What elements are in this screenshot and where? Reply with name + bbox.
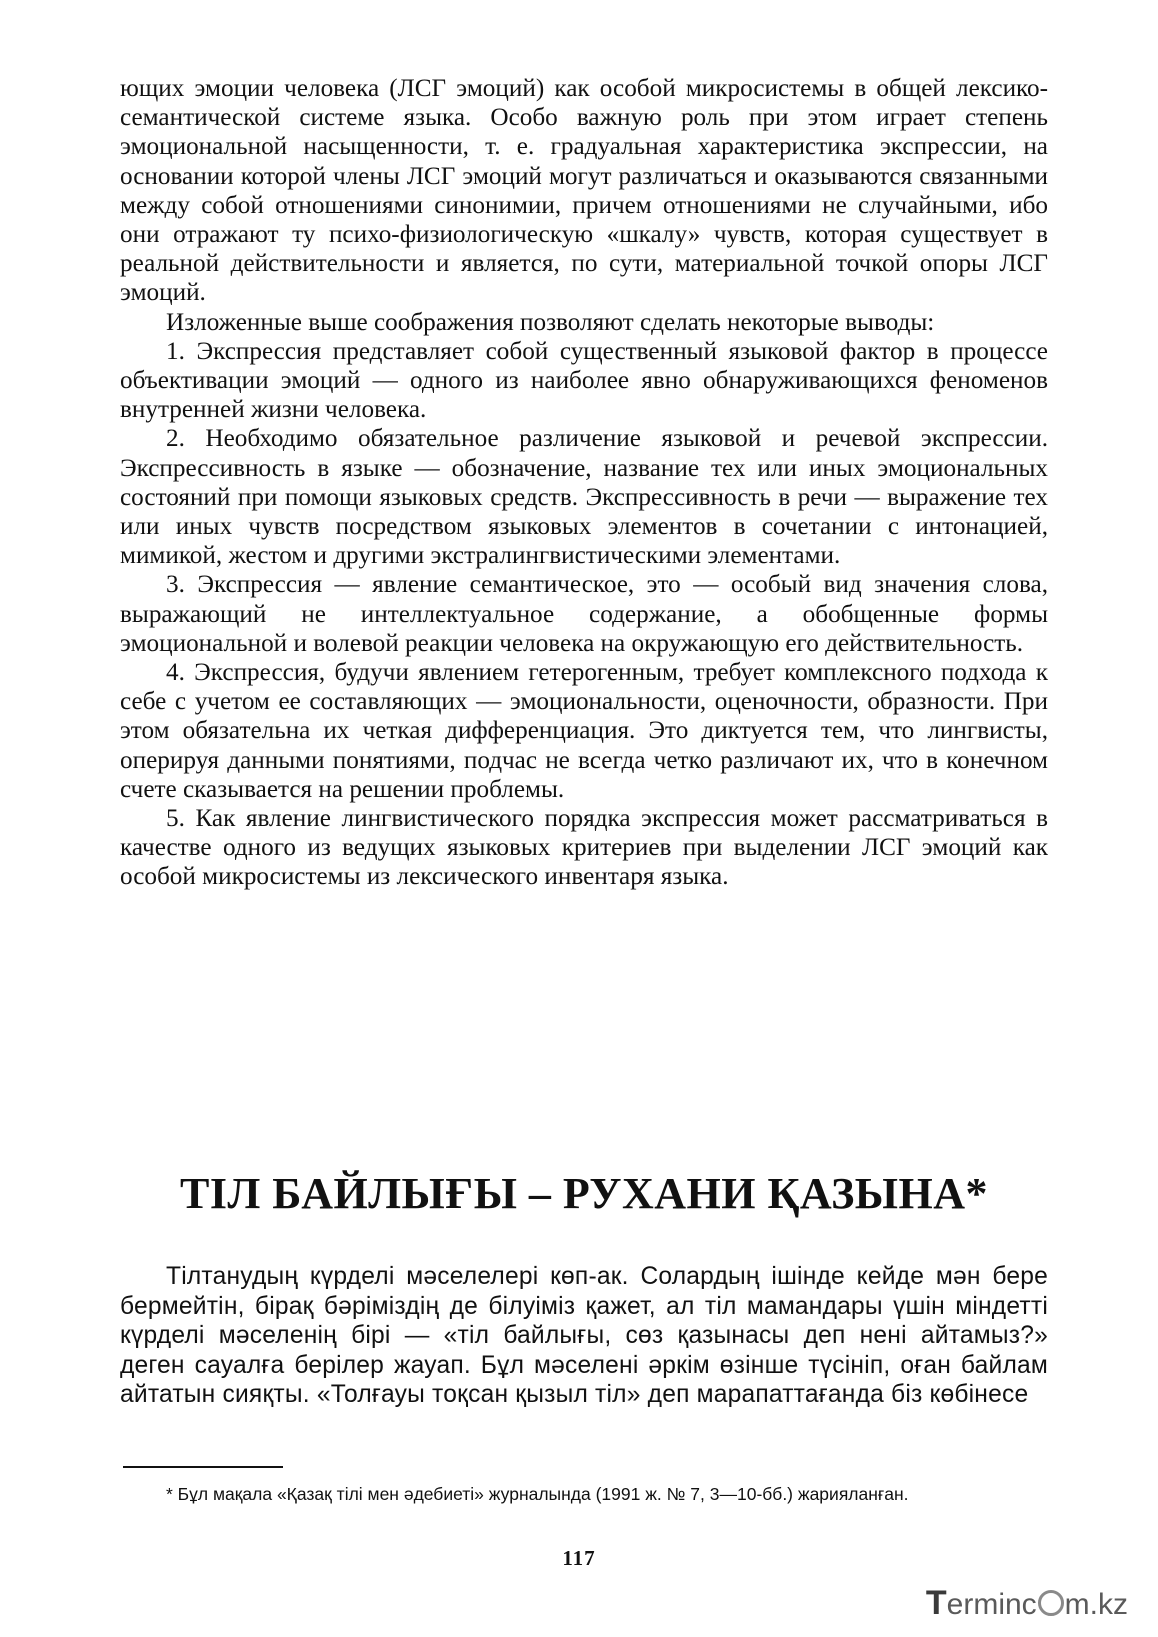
paragraph-conclusions-intro: Изложенные выше соображения позволяют сделать некоторые выводы: <box>166 308 935 336</box>
watermark-text-part1: erminc <box>946 1588 1037 1621</box>
paragraph-conclusion-1: 1. Экспрессия представляет собой существенный языковой фактор в процессе объективации эмоций — одного из наиболее явно обнаруживающихся феноменов внутренней жизни человека. <box>120 337 1048 424</box>
russian-text-block <box>120 74 1048 892</box>
paragraph-conclusion-5: 5. Как явление лингвистического порядка экспрессия может рассматриваться в качестве одного из ведущих языковых критериев при выделении ЛСГ эмоций как особой микросистемы из лексического инвентаря языка. <box>120 805 1048 891</box>
watermark-letter-t: T <box>925 1584 947 1622</box>
paragraph-conclusion-3: 3. Экспрессия — явление семантическое, это — особый вид значения слова, выражающий не интеллектуальное содержание, а обобщенные формы эмоциональной и волевой реакции человека на окружающую его действительность. <box>120 571 1048 657</box>
footnote-divider <box>123 1466 283 1468</box>
page-number: 117 <box>562 1546 596 1570</box>
paragraph-continuation: ющих эмоции человека (ЛСГ эмоций) как особой микросистемы в общей лексико-семантической системе языка. Особо важную роль при этом играет степень эмоциональной насыщенности, т. е. градуальная характеристика экспрессии, на основании которой члены ЛСГ эмоций могут различаться и оказываются связанными между собой отношениями синонимии, причем отношениями не случайными, ибо они отражают ту психо-физиологическую «шкалу» чувств, которая существует в реальной действительности и является, по сути, материальной точкой опоры ЛСГ эмоций. <box>120 75 1048 307</box>
article-intro-paragraph: Тілтанудың күрделі мәселелері көп-ак. Солардың ішінде кейде мән бере бермейтін, бірақ бәріміздің де білуіміз қажет, ал тіл мамандары үшін міндетті күрделі мәселенің бірі — «тіл байлығы, сөз қазынасы деп нені айтамыз?» деген сауалға берілер жауап. Бұл мәселені әркім өзінше түсініп, оған байлам айтатын сияқты. «Толғауы тоқсан қызыл тіл» деп марапаттағанда біз көбінесе <box>120 1263 1048 1409</box>
paragraph-conclusion-4: 4. Экспрессия, будучи явлением гетерогенным, требует комплексного подхода к себе с учетом ее составляющих — эмоциональности, оценочности, образности. При этом обязательна их четкая дифференциация. Это диктуется тем, что лингвисты, оперируя данными понятиями, подчас не всегда четко различают их, что в конечном счете сказывается на решении проблемы. <box>120 659 1048 803</box>
kazakh-text-block <box>120 1262 1048 1410</box>
article-title: ТІЛ БАЙЛЫҒЫ – РУХАНИ ҚАЗЫНА* <box>179 1169 989 1218</box>
watermark-circle-icon <box>1038 1590 1064 1616</box>
footnote: * Бұл мақала «Қазақ тілі мен әдебиеті» журналында (1991 ж. № 7, 3—10-бб.) жарияланған. <box>166 1484 909 1504</box>
paragraph-conclusion-2: 2. Необходимо обязательное различение языковой и речевой экспрессии. Экспрессивность в языке — обозначение, название тех или иных эмоциональных состояний при помощи языковых средств. Экспрессивность в речи — выражение тех или иных чувств посредством языковых элементов в сочетании с интонацией, мимикой, жестом и другими экстралингвистическими элементами. <box>120 425 1048 570</box>
watermark-text-part2: m.kz <box>1064 1588 1128 1621</box>
watermark-logo <box>926 1584 1128 1623</box>
